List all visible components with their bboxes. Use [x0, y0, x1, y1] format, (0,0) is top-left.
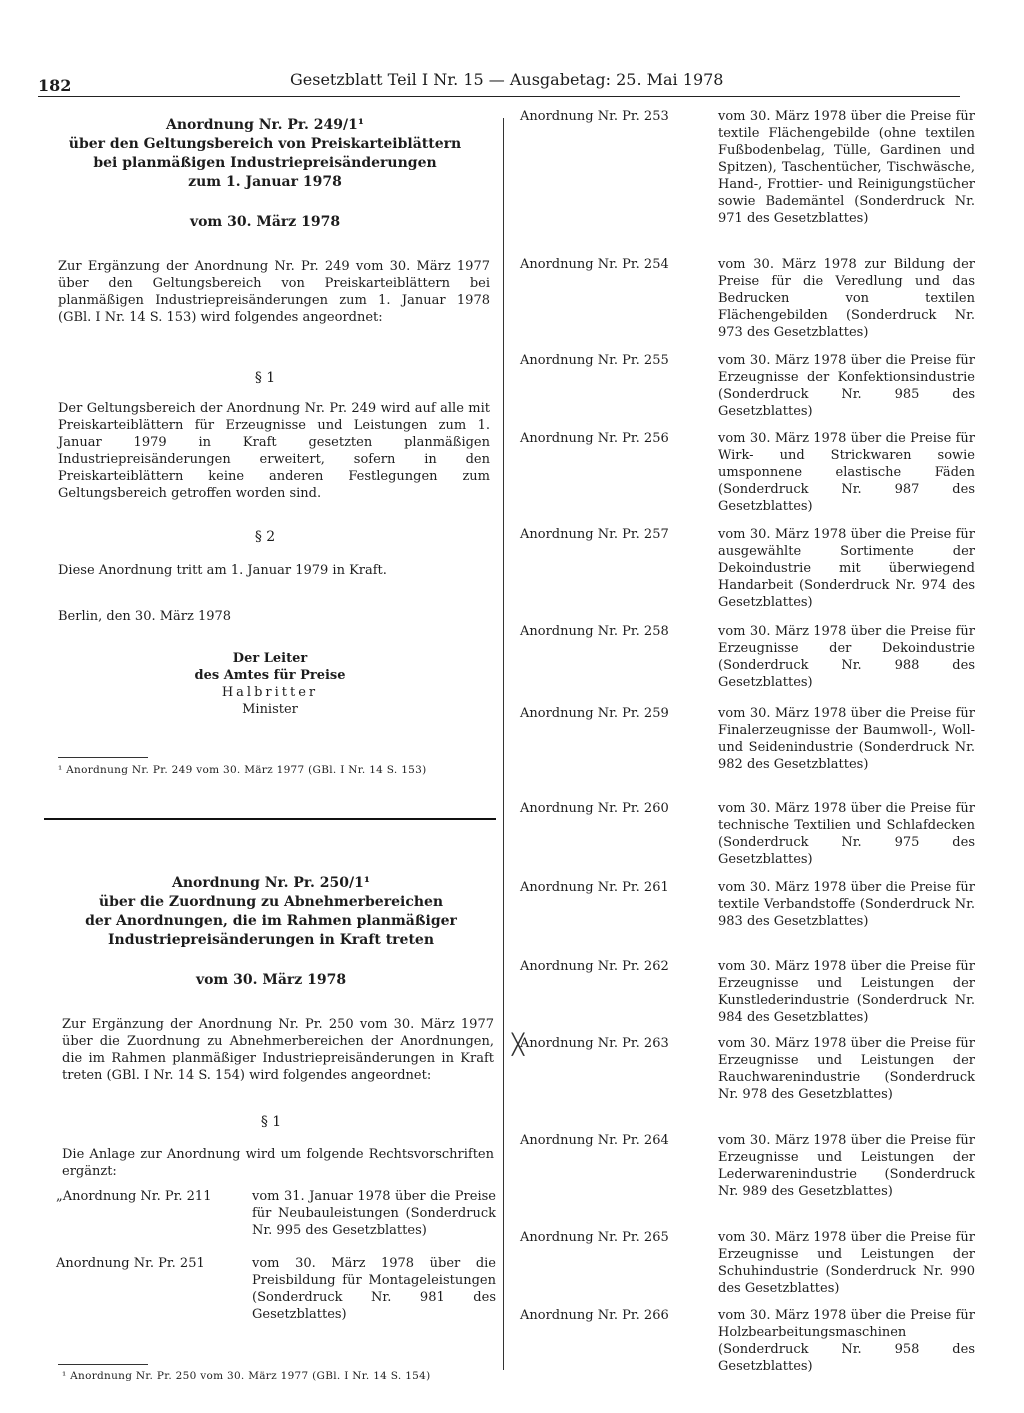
running-header: Gesetzblatt Teil I Nr. 15 — Ausgabetag: 25. Mai 1978 — [290, 70, 724, 89]
entry-description: vom 30. März 1978 über die Preise für Erzeugnisse und Leistungen der Schuhindustrie (Sonderdruck Nr. 990 des Gesetzblattes) — [718, 1230, 975, 1296]
entry-description: vom 30. März 1978 über die Preise für ausgewählte Sortimente der Dekoindustrie mit überwiegend Handarbeit (Sonderdruck Nr. 974 des Gesetzblattes) — [718, 527, 975, 610]
order2-s1-text: Die Anlage zur Anordnung wird um folgende Rechtsvorschriften ergänzt: — [62, 1147, 494, 1179]
margin-mark-icon: ╳ — [512, 1032, 525, 1056]
order1-date: vom 30. März 1978 — [189, 214, 341, 230]
order2-title — [44, 874, 498, 950]
order2-s1-heading: § 1 — [260, 1114, 282, 1130]
order2-title-line: über die Zuordnung zu Abnehmerbereichen — [98, 894, 444, 910]
footnote-rule — [58, 1364, 148, 1365]
entry-description: vom 30. März 1978 über die Preise für textile Verbandstoffe (Sonderdruck Nr. 983 des Gesetzblattes) — [718, 880, 975, 929]
order1-title-line: bei planmäßigen Industriepreisänderungen — [93, 155, 437, 171]
right-entry — [520, 705, 975, 800]
entry-name: Anordnung Nr. Pr. 256 — [520, 431, 669, 446]
entry-description: vom 30. März 1978 über die Preise für Erzeugnisse der Konfektionsindustrie (Sonderdruck Nr. 985 des Gesetzblattes) — [718, 353, 975, 419]
entry-name: Anordnung Nr. Pr. 262 — [520, 959, 669, 974]
column-divider — [503, 118, 504, 1370]
order1-title — [40, 116, 490, 192]
entry-description: vom 31. Januar 1978 über die Preise für Neubauleistungen (Sonderdruck Nr. 995 des Gesetzblattes) — [252, 1189, 496, 1238]
order1-s1-heading: § 1 — [254, 370, 276, 386]
order1-signature — [0, 650, 540, 718]
order1-title-line: über den Geltungsbereich von Preiskarteiblättern — [68, 136, 462, 152]
right-entry — [520, 800, 975, 879]
signature-line: Der Leiter — [232, 651, 308, 666]
section-separator — [44, 818, 496, 820]
entry-name: Anordnung Nr. Pr. 264 — [520, 1133, 669, 1148]
order2-footnote: ¹ Anordnung Nr. Pr. 250 vom 30. März 1977 (GBl. I Nr. 14 S. 154) — [62, 1370, 431, 1382]
order1-place-date: Berlin, den 30. März 1978 — [58, 609, 232, 624]
right-entry — [520, 879, 975, 958]
entry-description: vom 30. März 1978 über die Preise für Erzeugnisse und Leistungen der Rauchwarenindustrie (Sonderdruck Nr. 978 des Gesetzblattes) — [718, 1036, 975, 1102]
right-entry — [520, 1035, 975, 1132]
entry-name: Anordnung Nr. Pr. 265 — [520, 1230, 669, 1245]
entry-description: vom 30. März 1978 über die Preise für Erzeugnisse der Dekoindustrie (Sonderdruck Nr. 988 des Gesetzblattes) — [718, 624, 975, 690]
order2-intro: Zur Ergänzung der Anordnung Nr. Pr. 250 vom 30. März 1977 über die Zuordnung zu Abnehmerbereichen der Anordnungen, die im Rahmen planmäßiger Industriepreisänderungen in Kraft treten (GBl. I Nr. 14 S. 154) wird folgendes angeordnet: — [62, 1017, 494, 1083]
order1-s2-heading: § 2 — [254, 529, 276, 545]
order2-entry-list — [56, 1188, 496, 1339]
right-entry — [520, 1132, 975, 1229]
order2-entry — [56, 1255, 496, 1323]
right-entry — [520, 430, 975, 526]
entry-name: Anordnung Nr. Pr. 253 — [520, 109, 669, 124]
entry-name: „Anordnung Nr. Pr. 211 — [56, 1189, 212, 1204]
signature-line: des Amtes für Preise — [194, 668, 346, 683]
order1-s2-text: Diese Anordnung tritt am 1. Januar 1979 in Kraft. — [58, 563, 387, 578]
entry-name: Anordnung Nr. Pr. 260 — [520, 801, 669, 816]
entry-name: Anordnung Nr. Pr. 254 — [520, 257, 669, 272]
order2-title-line: Anordnung Nr. Pr. 250/1¹ — [172, 875, 370, 891]
right-entry — [520, 108, 975, 256]
right-entry — [520, 256, 975, 352]
order2-title-line: Industriepreisänderungen in Kraft treten — [108, 932, 434, 948]
entry-name: Anordnung Nr. Pr. 258 — [520, 624, 669, 639]
signature-line: Minister — [242, 702, 298, 717]
right-entry — [520, 352, 975, 430]
footnote-rule — [58, 757, 148, 758]
entry-description: vom 30. März 1978 über die Preise für textile Flächengebilde (ohne textilen Fußbodenbelag, Tülle, Gardinen und Spitzen), Taschentücher, Tischwäsche, Hand-, Frottier- und Reinigungstücher sowie Bademäntel (Sonderdruck Nr. 971 des Gesetzblattes) — [718, 109, 975, 226]
order1-footnote: ¹ Anordnung Nr. Pr. 249 vom 30. März 1977 (GBl. I Nr. 14 S. 153) — [58, 764, 427, 776]
entry-name: Anordnung Nr. Pr. 263 — [520, 1036, 669, 1051]
order1-title-line: Anordnung Nr. Pr. 249/1¹ — [166, 117, 364, 133]
entry-name: Anordnung Nr. Pr. 251 — [56, 1256, 205, 1271]
entry-description: vom 30. März 1978 zur Bildung der Preise für die Veredlung und das Bedrucken von textilen Flächengebilden (Sonderdruck Nr. 973 des Gesetzblattes) — [718, 257, 975, 340]
order1-intro: Zur Ergänzung der Anordnung Nr. Pr. 249 vom 30. März 1977 über den Geltungsbereich von Preiskarteiblättern bei planmäßigen Industriepreisänderungen zum 1. Januar 1978 (GBl. I Nr. 14 S. 153) wird folgendes angeordnet: — [58, 259, 490, 325]
entry-description: vom 30. März 1978 über die Preise für Erzeugnisse und Leistungen der Kunstlederindustrie (Sonderdruck Nr. 984 des Gesetzblattes) — [718, 959, 975, 1025]
right-entry — [520, 958, 975, 1035]
entry-description: vom 30. März 1978 über die Preise für technische Textilien und Schlafdecken (Sonderdruck Nr. 975 des Gesetzblattes) — [718, 801, 975, 867]
entry-name: Anordnung Nr. Pr. 259 — [520, 706, 669, 721]
right-entry — [520, 623, 975, 705]
entry-name: Anordnung Nr. Pr. 255 — [520, 353, 669, 368]
entry-description: vom 30. März 1978 über die Preisbildung für Montageleistungen (Sonderdruck Nr. 981 des Gesetzblattes) — [252, 1256, 496, 1322]
entry-description: vom 30. März 1978 über die Preise für Erzeugnisse und Leistungen der Lederwarenindustrie (Sonderdruck Nr. 989 des Gesetzblattes) — [718, 1133, 975, 1199]
entry-name: Anordnung Nr. Pr. 266 — [520, 1308, 669, 1323]
order1-title-line: zum 1. Januar 1978 — [188, 174, 342, 190]
entry-description: vom 30. März 1978 über die Preise für Wirk- und Strickwaren sowie umsponnene elastische Fäden (Sonderdruck Nr. 987 des Gesetzblattes) — [718, 431, 975, 514]
entry-name: Anordnung Nr. Pr. 257 — [520, 527, 669, 542]
right-entry — [520, 1307, 975, 1379]
header-rule — [38, 96, 960, 97]
entry-description: vom 30. März 1978 über die Preise für Finalerzeugnisse der Baumwoll-, Woll- und Seidenindustrie (Sonderdruck Nr. 982 des Gesetzblattes) — [718, 706, 975, 772]
order2-title-line: der Anordnungen, die im Rahmen planmäßiger — [85, 913, 457, 929]
entry-name: Anordnung Nr. Pr. 261 — [520, 880, 669, 895]
right-entry — [520, 526, 975, 623]
entry-description: vom 30. März 1978 über die Preise für Holzbearbeitungsmaschinen (Sonderdruck Nr. 958 des Gesetzblattes) — [718, 1308, 975, 1374]
signature-line: Halbritter — [221, 685, 319, 700]
order2-entry — [56, 1188, 496, 1239]
order1-s1-text: Der Geltungsbereich der Anordnung Nr. Pr. 249 wird auf alle mit Preiskarteiblättern für Erzeugnisse und Leistungen zum 1. Januar 1979 in Kraft gesetzten planmäßigen Industriepreisänderungen erweitert, sofern in den Preiskarteiblättern keine anderen Festlegungen zum Geltungsbereich getroffen worden sind. — [58, 401, 490, 501]
right-entry — [520, 1229, 975, 1307]
page-number: 182 — [38, 76, 72, 95]
right-entry-list — [520, 108, 975, 1379]
order2-date: vom 30. März 1978 — [195, 972, 347, 988]
